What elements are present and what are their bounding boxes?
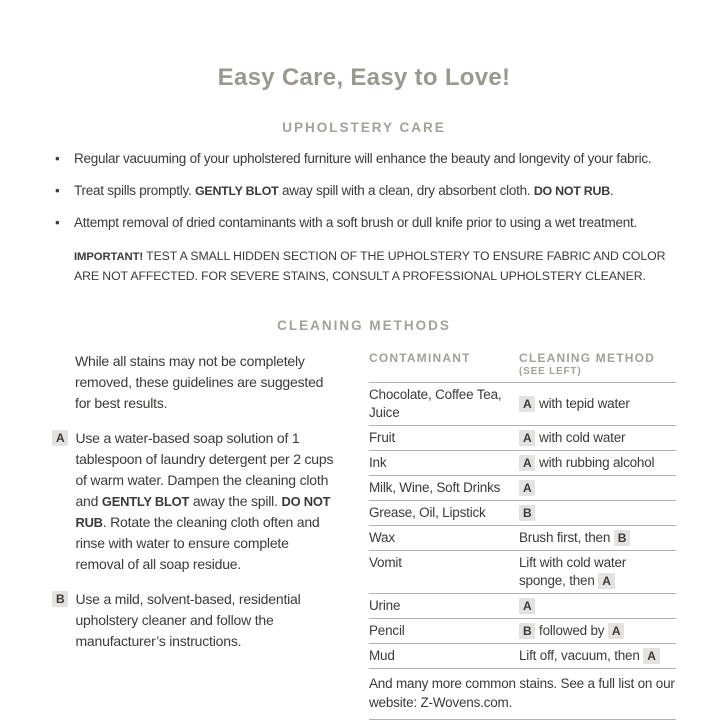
table-row (369, 619, 676, 644)
table-header-row (369, 351, 676, 383)
text-segment: . Rotate the cleaning cloth often and rinse with water to ensure complete removal of all soap residue. (75, 514, 320, 572)
text-segment: Regular vacuuming of your upholstered furniture will enhance the beauty and longevity of your fabric. (74, 151, 652, 166)
cleaning-method-header-label: CLEANING METHOD (519, 351, 655, 365)
text-segment: TEST A SMALL HIDDEN SECTION OF THE UPHOLSTERY TO ENSURE FABRIC AND COLOR ARE NOT AFFECTED. FOR SEVERE STAINS, CONSULT A PROFESSIONAL UPHOLSTERY CLEANER. (74, 249, 666, 283)
method-badge-a: A (519, 430, 535, 446)
care-bullet-list (52, 149, 676, 233)
bullet-icon: • (55, 215, 60, 230)
care-bullet (52, 181, 676, 201)
method-badge-b: B (519, 505, 535, 521)
table-row (369, 526, 676, 551)
method-description (75, 589, 337, 652)
table-row (369, 383, 676, 426)
emphasis-text: DO NOT RUB (533, 184, 610, 198)
text-segment: away the spill. (189, 493, 282, 509)
text-segment: Brush first, then (519, 530, 614, 545)
method-badge-a: A (608, 623, 624, 639)
table-row (369, 451, 676, 476)
method-cell (519, 529, 676, 547)
method-cell (519, 647, 676, 665)
method-cell (519, 454, 676, 472)
contaminant-table (369, 351, 676, 720)
contaminant-cell: Milk, Wine, Soft Drinks (369, 480, 501, 495)
method-cell (519, 554, 676, 590)
method-definitions (52, 428, 357, 652)
method-cell (519, 479, 676, 497)
table-row (369, 501, 676, 526)
method-badge-a: A (598, 573, 614, 589)
table-row (369, 551, 676, 594)
important-note (74, 247, 669, 286)
text-segment: Lift off, vacuum, then (519, 648, 644, 663)
method-cell (519, 429, 676, 447)
contaminant-cell: Fruit (369, 430, 396, 445)
method-badge-b: B (519, 623, 535, 639)
bullet-text (74, 181, 676, 201)
care-bullet (52, 213, 676, 233)
method-badge-b: B (52, 591, 68, 607)
section-heading-cleaning-methods: CLEANING METHODS (277, 318, 451, 333)
emphasis-text: GENTLY BLOT (101, 494, 190, 509)
text-segment: followed by (535, 623, 608, 638)
bullet-icon: • (55, 151, 60, 166)
text-segment: with cold water (535, 430, 626, 445)
method-badge-a: A (643, 648, 659, 664)
text-segment: Use a water-based soap solution of 1 tablespoon of laundry detergent per 2 cups of warm water. Dampen the cleaning cloth and (75, 430, 334, 509)
method-badge-a: A (519, 455, 535, 471)
see-left-note: (SEE LEFT) (519, 366, 582, 377)
text-segment: . (609, 183, 614, 198)
method-cell (519, 622, 676, 640)
text-segment: Treat spills promptly. (74, 183, 196, 198)
text-segment: away spill with a clean, dry absorbent cloth. (278, 183, 534, 198)
cleaning-method-b (52, 589, 357, 652)
method-badge-a: A (52, 430, 68, 446)
emphasis-text: DO NOT RUB (75, 494, 331, 530)
contaminant-cell: Ink (369, 455, 387, 470)
table-row (369, 594, 676, 619)
contaminant-cell: Vomit (369, 555, 402, 570)
text-segment: Attempt removal of dried contaminants with a soft brush or dull knife prior to using a wet treatment. (74, 215, 638, 230)
method-badge-a: A (519, 480, 535, 496)
contaminant-cell: Grease, Oil, Lipstick (369, 505, 486, 520)
methods-intro: While all stains may not be completely removed, these guidelines are suggested for best results. (75, 353, 324, 411)
contaminant-column-header: CONTAMINANT (369, 351, 471, 365)
care-bullet (52, 149, 676, 169)
text-segment: with tepid water (535, 396, 630, 411)
bullet-text (74, 149, 676, 169)
text-segment: Use a mild, solvent-based, residential upholstery cleaner and follow the manufacturer’s instructions. (75, 591, 301, 649)
table-row (369, 426, 676, 451)
table-body (369, 383, 676, 669)
table-footer-note: And many more common stains. See a full list on our website: Z-Wovens.com. (369, 669, 676, 720)
emphasis-text: GENTLY BLOT (195, 184, 279, 198)
table-row (369, 644, 676, 669)
bullet-text (74, 213, 676, 233)
contaminant-cell: Pencil (369, 623, 405, 638)
cleaning-methods-text-column (52, 351, 357, 720)
method-cell (519, 504, 676, 522)
method-cell (519, 395, 676, 413)
section-heading-upholstery-care: UPHOLSTERY CARE (282, 120, 446, 135)
method-badge-a: A (519, 396, 535, 412)
bullet-icon: • (55, 183, 60, 198)
method-cell (519, 597, 676, 615)
cleaning-methods-section (52, 351, 676, 720)
contaminant-cell: Wax (369, 530, 395, 545)
contaminant-cell: Urine (369, 598, 401, 613)
cleaning-method-column-header (519, 351, 676, 377)
contaminant-cell: Chocolate, Coffee Tea, Juice (369, 387, 502, 420)
table-row (369, 476, 676, 501)
contaminant-cell: Mud (369, 648, 395, 663)
page-title: Easy Care, Easy to Love! (217, 64, 511, 91)
text-segment: with rubbing alcohol (535, 455, 655, 470)
method-badge-b: B (614, 530, 630, 546)
cleaning-method-a (52, 428, 357, 575)
method-description (75, 428, 337, 575)
text-segment: Lift with cold water sponge, then (519, 555, 627, 588)
method-badge-a: A (519, 598, 535, 614)
emphasis-text: IMPORTANT! (74, 251, 144, 263)
